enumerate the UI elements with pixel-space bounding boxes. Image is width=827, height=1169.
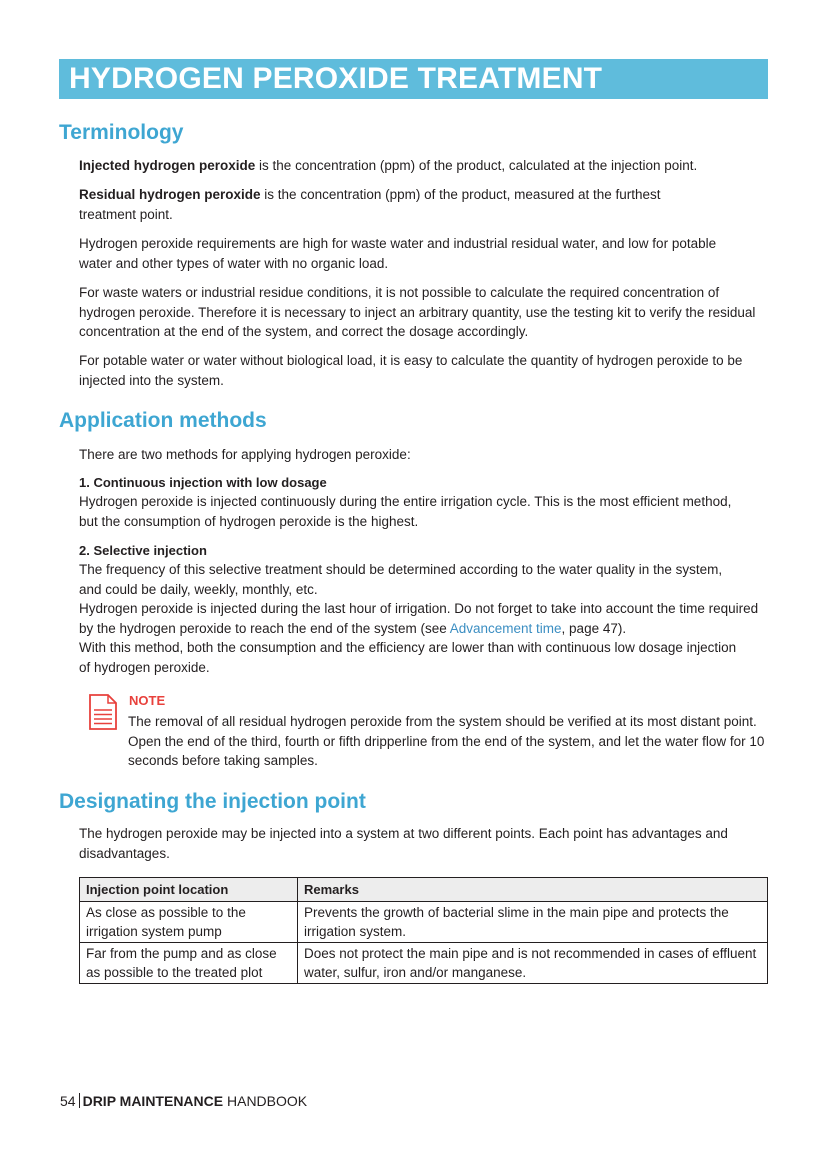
injection-intro: The hydrogen peroxide may be injected into a system at two different points. Each point has advantages and disadvantages.	[79, 826, 728, 861]
method-2-comparison: With this method, both the consumption and the efficiency are lower than with continuous low dosage injection of hydrogen peroxide.	[79, 640, 737, 675]
method-2-timing: Hydrogen peroxide is injected during the last hour of irrigation. Do not forget to take into account the time required by the hydrogen peroxide to reach the end of the system (see Advancement time, page 47).	[79, 601, 759, 636]
page-number: 54	[60, 1093, 76, 1109]
note-text: The removal of all residual hydrogen peroxide from the system should be verified at its most distant point. Open the end of the third, fourth or fifth dripperline from the end of the system, and let the water flow for 10 seconds before taking samples.	[128, 714, 765, 768]
table-cell-remarks: Does not protect the main pipe and is not recommended in cases of effluent water, sulfur, iron and/or manganese.	[298, 943, 768, 984]
title-banner	[59, 59, 768, 99]
term-residual: Residual hydrogen peroxide	[79, 187, 261, 202]
injection-point-table	[79, 877, 768, 984]
page-title: HYDROGEN PEROXIDE TREATMENT	[69, 62, 603, 95]
application-intro: There are two methods for applying hydrogen peroxide:	[79, 447, 411, 462]
method-2-frequency: The frequency of this selective treatment should be determined according to the water quality in the system, and could be daily, weekly, monthly, etc.	[79, 562, 723, 597]
paragraph-waste-water: For waste waters or industrial residue conditions, it is not possible to calculate the required concentration of hydrogen peroxide. Therefore it is necessary to inject an arbitrary quantity, use the testing kit to verify the residual concentration at the end of the system, and correct the dosage accordingly.	[79, 285, 756, 339]
method-1-text: Hydrogen peroxide is injected continuously during the entire irrigation cycle. This is the most efficient method, but the consumption of hydrogen peroxide is the highest.	[79, 494, 732, 529]
footer-title-bold: DRIP MAINTENANCE	[82, 1093, 224, 1109]
document-note-icon	[88, 694, 118, 730]
table-cell-location: Far from the pump and as close as possible to the treated plot	[80, 943, 298, 984]
heading-application-methods: Application methods	[59, 409, 267, 432]
method-2-title: 2. Selective injection	[79, 543, 207, 558]
paragraph-injected	[79, 156, 769, 176]
paragraph-residual	[79, 185, 719, 224]
paragraph-potable-water: For potable water or water without biological load, it is easy to calculate the quantity of hydrogen peroxide to be injected into the system.	[79, 353, 743, 388]
heading-terminology: Terminology	[59, 121, 184, 144]
footer-divider	[79, 1093, 80, 1108]
paragraph-requirements: Hydrogen peroxide requirements are high for waste water and industrial residual water, and low for potable water and other types of water with no organic load.	[79, 236, 717, 271]
definition-residual: is the concentration (ppm) of the product, measured at the furthest treatment point.	[79, 187, 661, 222]
table-row	[80, 943, 768, 984]
table-row	[80, 902, 768, 943]
column-header-location: Injection point location	[80, 878, 298, 902]
column-header-remarks: Remarks	[298, 878, 768, 902]
page-footer	[60, 1093, 307, 1109]
note-label: NOTE	[129, 693, 166, 708]
advancement-time-link[interactable]: Advancement time	[449, 620, 562, 636]
method-1-title: 1. Continuous injection with low dosage	[79, 475, 327, 490]
term-injected: Injected hydrogen peroxide	[79, 158, 256, 173]
footer-title-rest: HANDBOOK	[223, 1093, 308, 1109]
definition-injected: is the concentration (ppm) of the product, calculated at the injection point.	[255, 158, 698, 173]
table-cell-location: As close as possible to the irrigation system pump	[80, 902, 298, 943]
table-cell-remarks: Prevents the growth of bacterial slime in the main pipe and protects the irrigation system.	[298, 902, 768, 943]
heading-injection-point: Designating the injection point	[59, 790, 366, 813]
table-header-row	[80, 878, 768, 902]
